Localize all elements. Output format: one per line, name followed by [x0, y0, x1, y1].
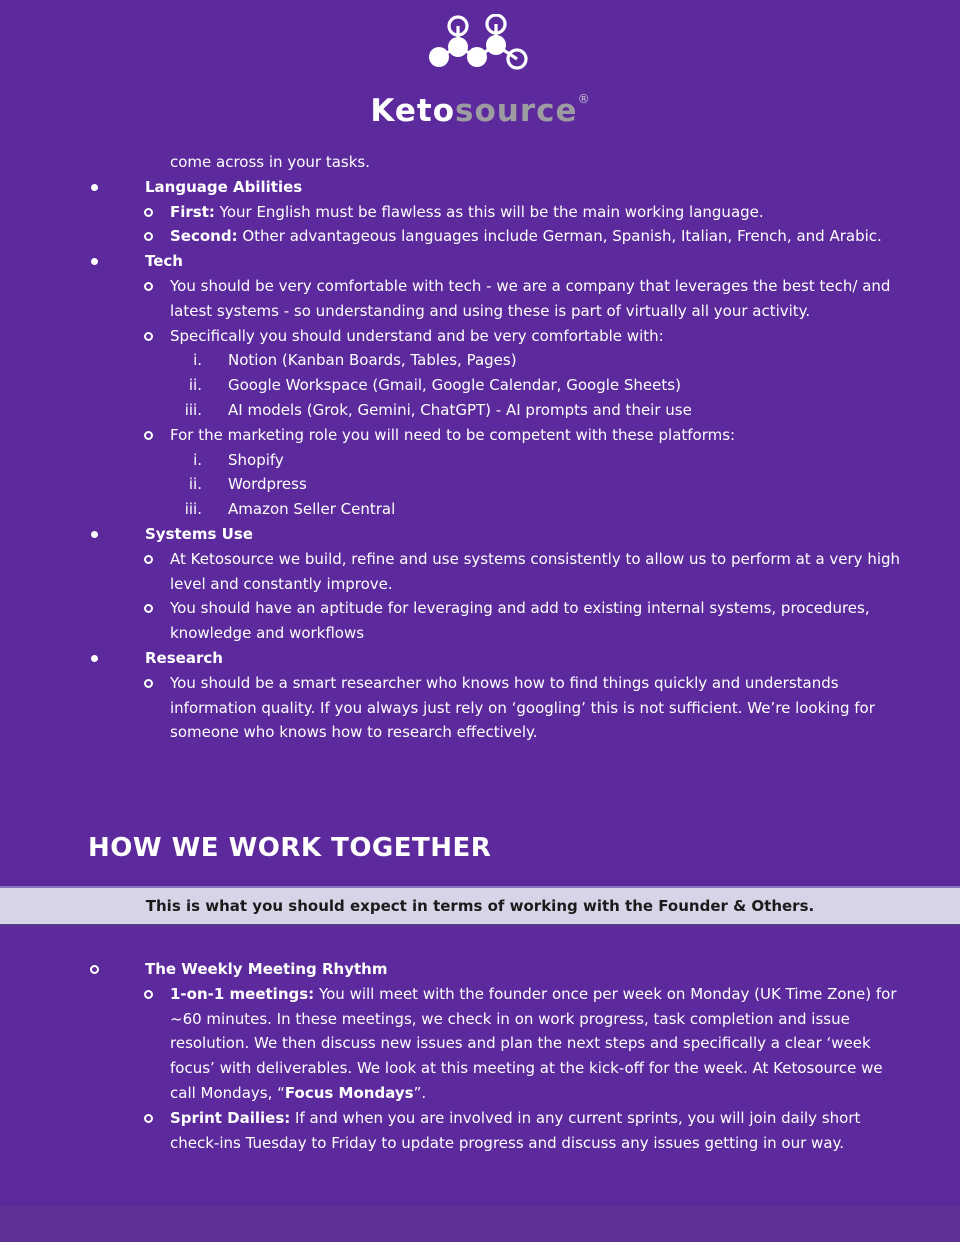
list-item-title: Tech — [145, 252, 183, 271]
list-item-text: You will meet with the founder once per week on Monday (UK Time Zone) for ~60 minutes. In these meetings, we check in on work progress, task completion and issue resolution. We then discuss new issues and plan the next steps and specifically a clear ‘week focus’ with deliverables. We look at this meeting at the kick-off for the week. At Ketosource we call Mondays, “ — [170, 984, 897, 1102]
list-item — [0, 175, 910, 200]
list-item — [0, 423, 910, 448]
list-item — [0, 646, 910, 671]
list-item — [0, 150, 910, 175]
list-item-lead: First: — [170, 202, 215, 221]
list-item — [0, 982, 910, 1106]
list-item — [0, 522, 910, 547]
list-item — [0, 448, 910, 473]
list-item-text: Google Workspace (Gmail, Google Calendar, Google Sheets) — [228, 376, 681, 395]
page-bottom-band — [0, 1206, 960, 1242]
list-item-title: The Weekly Meeting Rhythm — [145, 960, 388, 978]
list-item-tail: ”. — [413, 1083, 427, 1102]
roman-numeral: i. — [193, 351, 202, 370]
list-item-text: Notion (Kanban Boards, Tables, Pages) — [228, 351, 517, 370]
molecule-icon — [427, 14, 533, 76]
list-item-title: Research — [145, 648, 223, 667]
bullet-dot-icon — [91, 531, 98, 538]
list-item-text: come across in your tasks. — [170, 153, 370, 171]
list-item — [0, 497, 910, 522]
roman-numeral: ii. — [188, 376, 202, 395]
list-item-text: Other advantageous languages include German, Spanish, Italian, French, and Arabic. — [237, 227, 882, 246]
list-item — [0, 398, 910, 423]
bullet-circle-icon — [144, 431, 153, 440]
working-together-list — [0, 957, 910, 1155]
list-item — [0, 274, 910, 324]
list-item-text: Shopify — [228, 450, 284, 469]
list-item-bold-phrase: Focus Mondays — [284, 1083, 414, 1102]
list-item-text: Amazon Seller Central — [228, 500, 396, 519]
list-item-lead: Second: — [170, 227, 238, 246]
brand-word-secondary: source — [455, 93, 578, 129]
bullet-circle-icon — [144, 555, 153, 564]
bullet-circle-icon — [144, 1114, 153, 1123]
list-item-lead: 1-on-1 meetings: — [170, 984, 315, 1003]
list-item — [0, 224, 910, 249]
bullet-circle-icon — [90, 965, 99, 974]
bullet-dot-icon — [91, 655, 98, 662]
list-item — [0, 348, 910, 373]
list-item-text: You should be a smart researcher who knows how to find things quickly and understands information quality. If you always just rely on ‘googling’ this is not sufficient. We’re looking for someone who knows how to research effectively. — [170, 673, 875, 742]
list-item — [0, 200, 910, 225]
list-item-title: Language Abilities — [145, 177, 303, 196]
list-item-text: You should have an aptitude for leveraging and add to existing internal systems, procedures, knowledge and workflows — [170, 599, 870, 643]
list-item-text: For the marketing role you will need to be competent with these platforms: — [170, 425, 736, 444]
list-item — [0, 249, 910, 274]
roman-numeral: i. — [193, 450, 202, 469]
list-item — [0, 957, 910, 982]
list-item — [0, 671, 910, 745]
bullet-circle-icon — [144, 604, 153, 613]
logo — [0, 14, 960, 128]
brand-wordmark — [0, 82, 960, 128]
requirements-list — [0, 150, 910, 745]
roman-numeral: ii. — [188, 475, 202, 494]
expectation-banner — [0, 886, 960, 926]
list-item-text: AI models (Grok, Gemini, ChatGPT) - AI prompts and their use — [228, 400, 692, 419]
list-item — [0, 324, 910, 349]
bullet-dot-icon — [91, 184, 98, 191]
list-item — [0, 547, 910, 597]
list-item-lead: Sprint Dailies: — [170, 1108, 291, 1127]
bullet-circle-icon — [144, 208, 153, 217]
list-item-text: If and when you are involved in any current sprints, you will join daily short check-ins Tuesday to Friday to update progress and discuss any issues getting in our way. — [170, 1108, 861, 1152]
list-item — [0, 373, 910, 398]
bullet-dot-icon — [91, 258, 98, 265]
list-item — [0, 596, 910, 646]
bullet-circle-icon — [144, 282, 153, 291]
bullet-circle-icon — [144, 232, 153, 241]
registered-trademark-icon: ® — [577, 92, 590, 106]
bullet-circle-icon — [144, 679, 153, 688]
list-item-text: Specifically you should understand and be very comfortable with: — [170, 326, 664, 345]
list-item-text: You should be very comfortable with tech - we are a company that leverages the best tech/ and latest systems - so understanding and using these is part of virtually all your activity. — [170, 276, 891, 320]
roman-numeral: iii. — [184, 500, 202, 519]
list-item-text: Wordpress — [228, 475, 307, 494]
roman-numeral: iii. — [184, 400, 202, 419]
brand-word-primary: Keto — [370, 93, 456, 129]
bullet-circle-icon — [144, 990, 153, 999]
section-heading: HOW WE WORK TOGETHER — [88, 833, 492, 863]
banner-text: This is what you should expect in terms of working with the Founder & Others. — [145, 897, 815, 915]
list-item-text: Your English must be flawless as this will be the main working language. — [214, 202, 764, 221]
list-item — [0, 472, 910, 497]
bullet-circle-icon — [144, 332, 153, 341]
list-item — [0, 1106, 910, 1156]
list-item-text: At Ketosource we build, refine and use systems consistently to allow us to perform at a very high level and constantly improve. — [170, 549, 901, 593]
list-item-title: Systems Use — [145, 524, 253, 543]
